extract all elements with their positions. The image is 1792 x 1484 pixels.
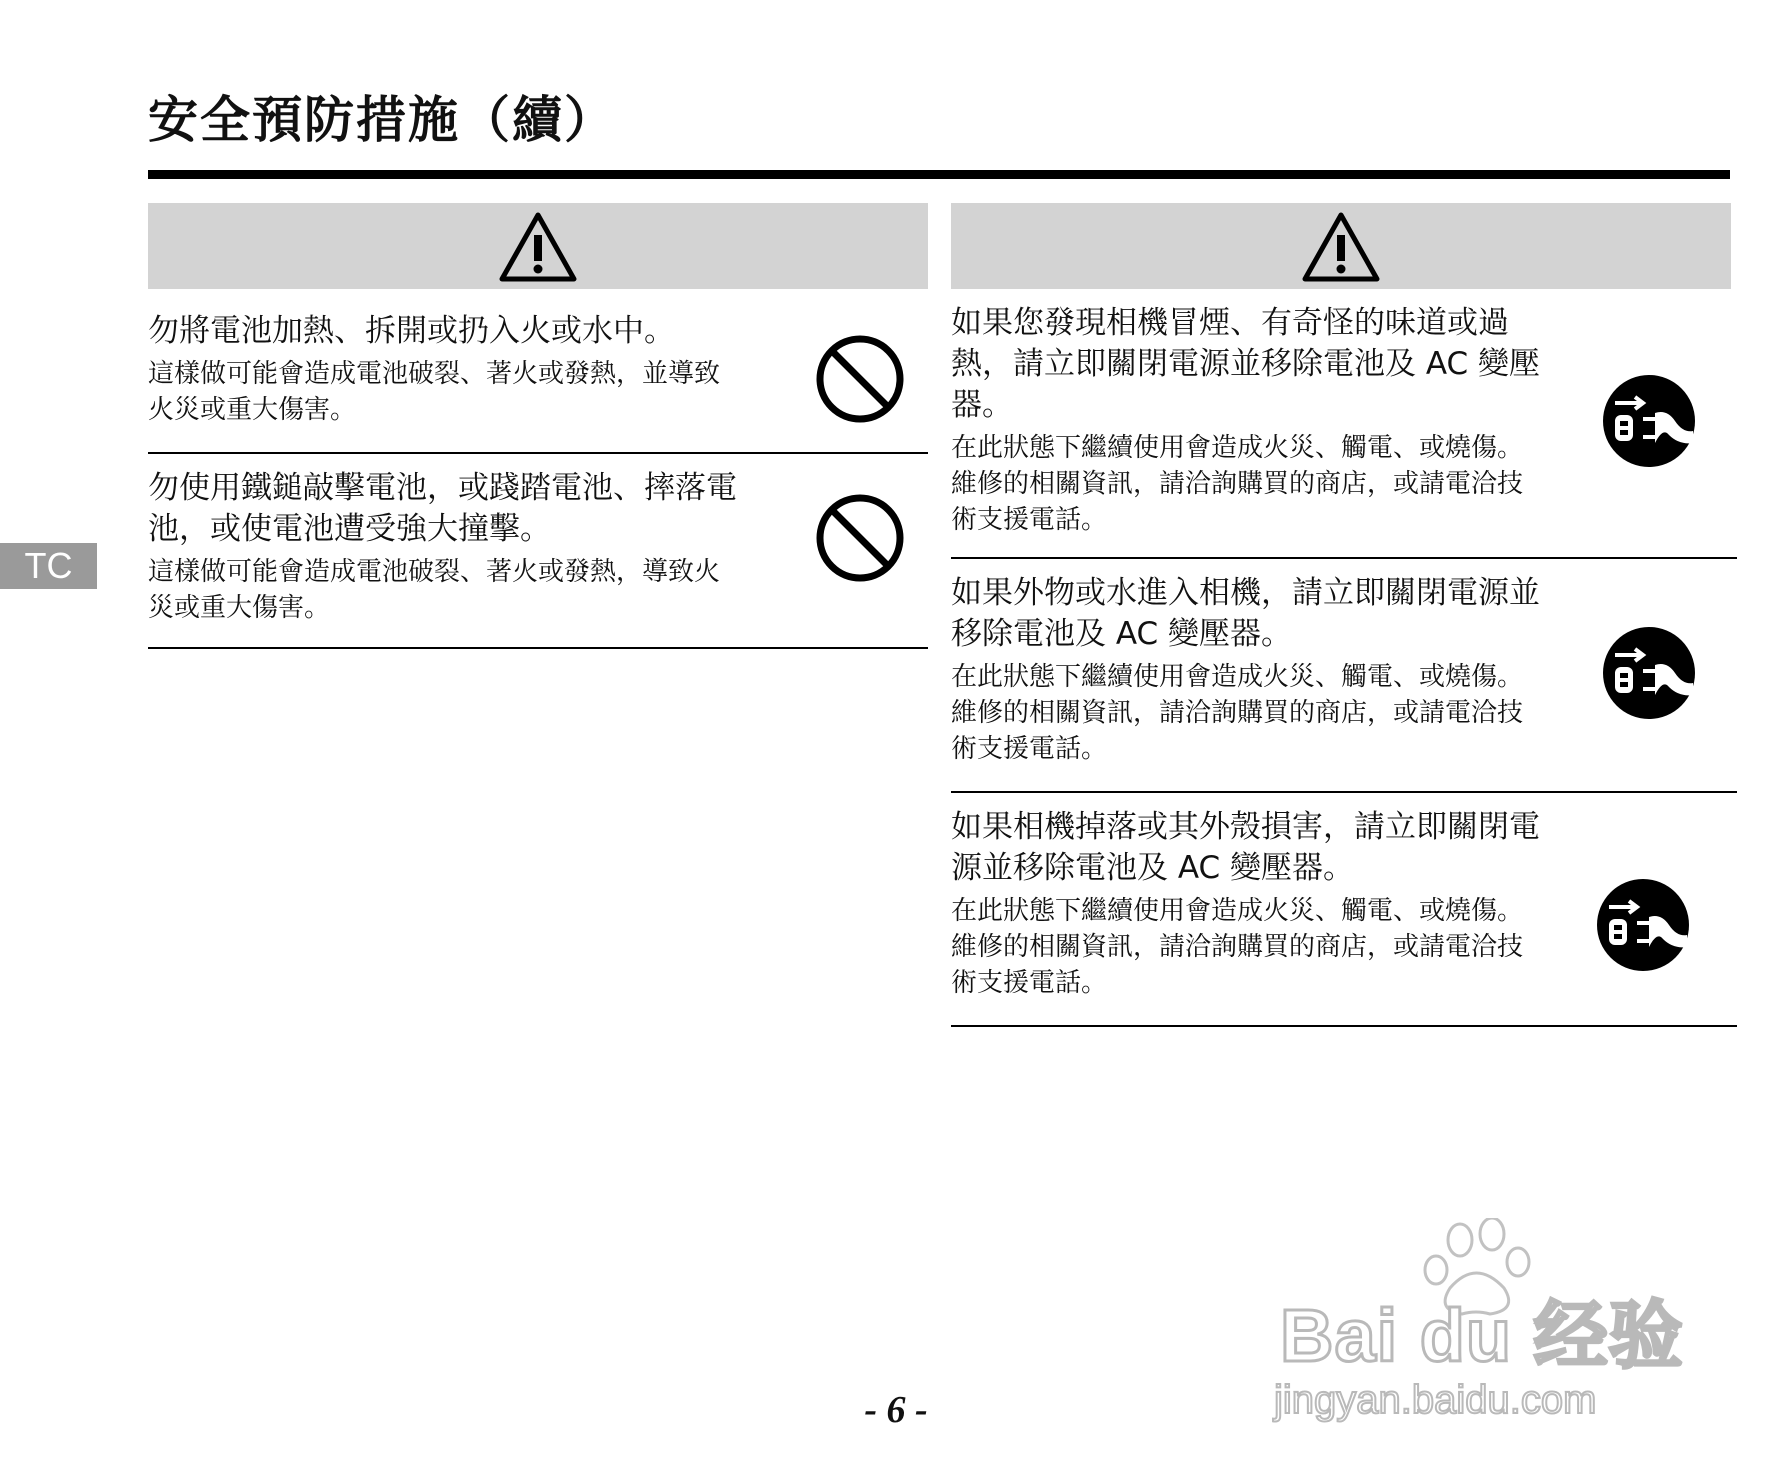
list-item <box>951 793 1737 1027</box>
baidu-watermark <box>1270 1218 1700 1422</box>
item-body-line: 在此狀態下繼續使用會造成火災、觸電、或燒傷。 <box>951 662 1524 692</box>
right-column <box>951 203 1737 1027</box>
title-rule <box>148 170 1730 179</box>
watermark-url: jingyan.baidu.com <box>1274 1378 1597 1422</box>
item-heading-line: 池，或使電池遭受強大撞擊。 <box>148 511 551 547</box>
item-body-line: 火災或重大傷害。 <box>148 395 357 425</box>
item-body-line: 在此狀態下繼續使用會造成火災、觸電、或燒傷。 <box>951 896 1524 926</box>
watermark-logo: Bai du 经验 <box>1280 1294 1684 1377</box>
item-heading-line: 勿使用鐵鎚敲擊電池，或踐踏電池、摔落電 <box>148 470 737 506</box>
list-item <box>951 289 1737 559</box>
item-heading-line: 如果相機掉落或其外殼損害，請立即關閉電 <box>951 809 1540 845</box>
page-title: 安全預防措施（續） <box>148 91 616 149</box>
list-item <box>148 289 928 454</box>
left-column <box>148 203 928 649</box>
item-body-line: 這樣做可能會造成電池破裂、著火或發熱，導致火 <box>148 557 721 587</box>
prohibition-icon <box>814 333 906 425</box>
warning-triangle-icon <box>498 211 578 283</box>
item-body-line: 在此狀態下繼續使用會造成火災、觸電、或燒傷。 <box>951 433 1524 463</box>
prohibition-icon <box>814 492 906 584</box>
item-heading-line: 移除電池及 AC 變壓器。 <box>951 616 1293 652</box>
language-tab: TC <box>0 543 97 589</box>
item-body-line: 維修的相關資訊，請洽詢購買的商店，或請電洽技 <box>951 698 1524 728</box>
unplug-icon <box>1601 373 1697 469</box>
unplug-icon <box>1595 877 1691 973</box>
item-body-line: 維修的相關資訊，請洽詢購買的商店，或請電洽技 <box>951 469 1524 499</box>
item-heading-line: 器。 <box>951 387 1013 423</box>
list-item <box>148 454 928 649</box>
list-item <box>951 559 1737 793</box>
item-heading-line: 源並移除電池及 AC 變壓器。 <box>951 850 1355 886</box>
warning-banner-right <box>951 203 1731 289</box>
item-body-line: 術支援電話。 <box>951 968 1108 998</box>
item-heading: 勿將電池加熱、拆開或扔入火或水中。 <box>148 313 675 349</box>
page-number: - 6 - <box>864 1389 928 1431</box>
unplug-icon <box>1601 625 1697 721</box>
item-body-line: 術支援電話。 <box>951 734 1108 764</box>
warning-banner-left <box>148 203 928 289</box>
item-body-line: 術支援電話。 <box>951 505 1108 535</box>
item-heading-line: 熱，請立即關閉電源並移除電池及 AC 變壓 <box>951 346 1541 382</box>
warning-triangle-icon <box>1301 211 1381 283</box>
item-body-line: 這樣做可能會造成電池破裂、著火或發熱，並導致 <box>148 359 721 389</box>
item-body-line: 維修的相關資訊，請洽詢購買的商店，或請電洽技 <box>951 932 1524 962</box>
item-heading-line: 如果外物或水進入相機，請立即關閉電源並 <box>951 575 1540 611</box>
item-body-line: 災或重大傷害。 <box>148 593 331 623</box>
item-heading-line: 如果您發現相機冒煙、有奇怪的味道或過 <box>951 305 1509 341</box>
